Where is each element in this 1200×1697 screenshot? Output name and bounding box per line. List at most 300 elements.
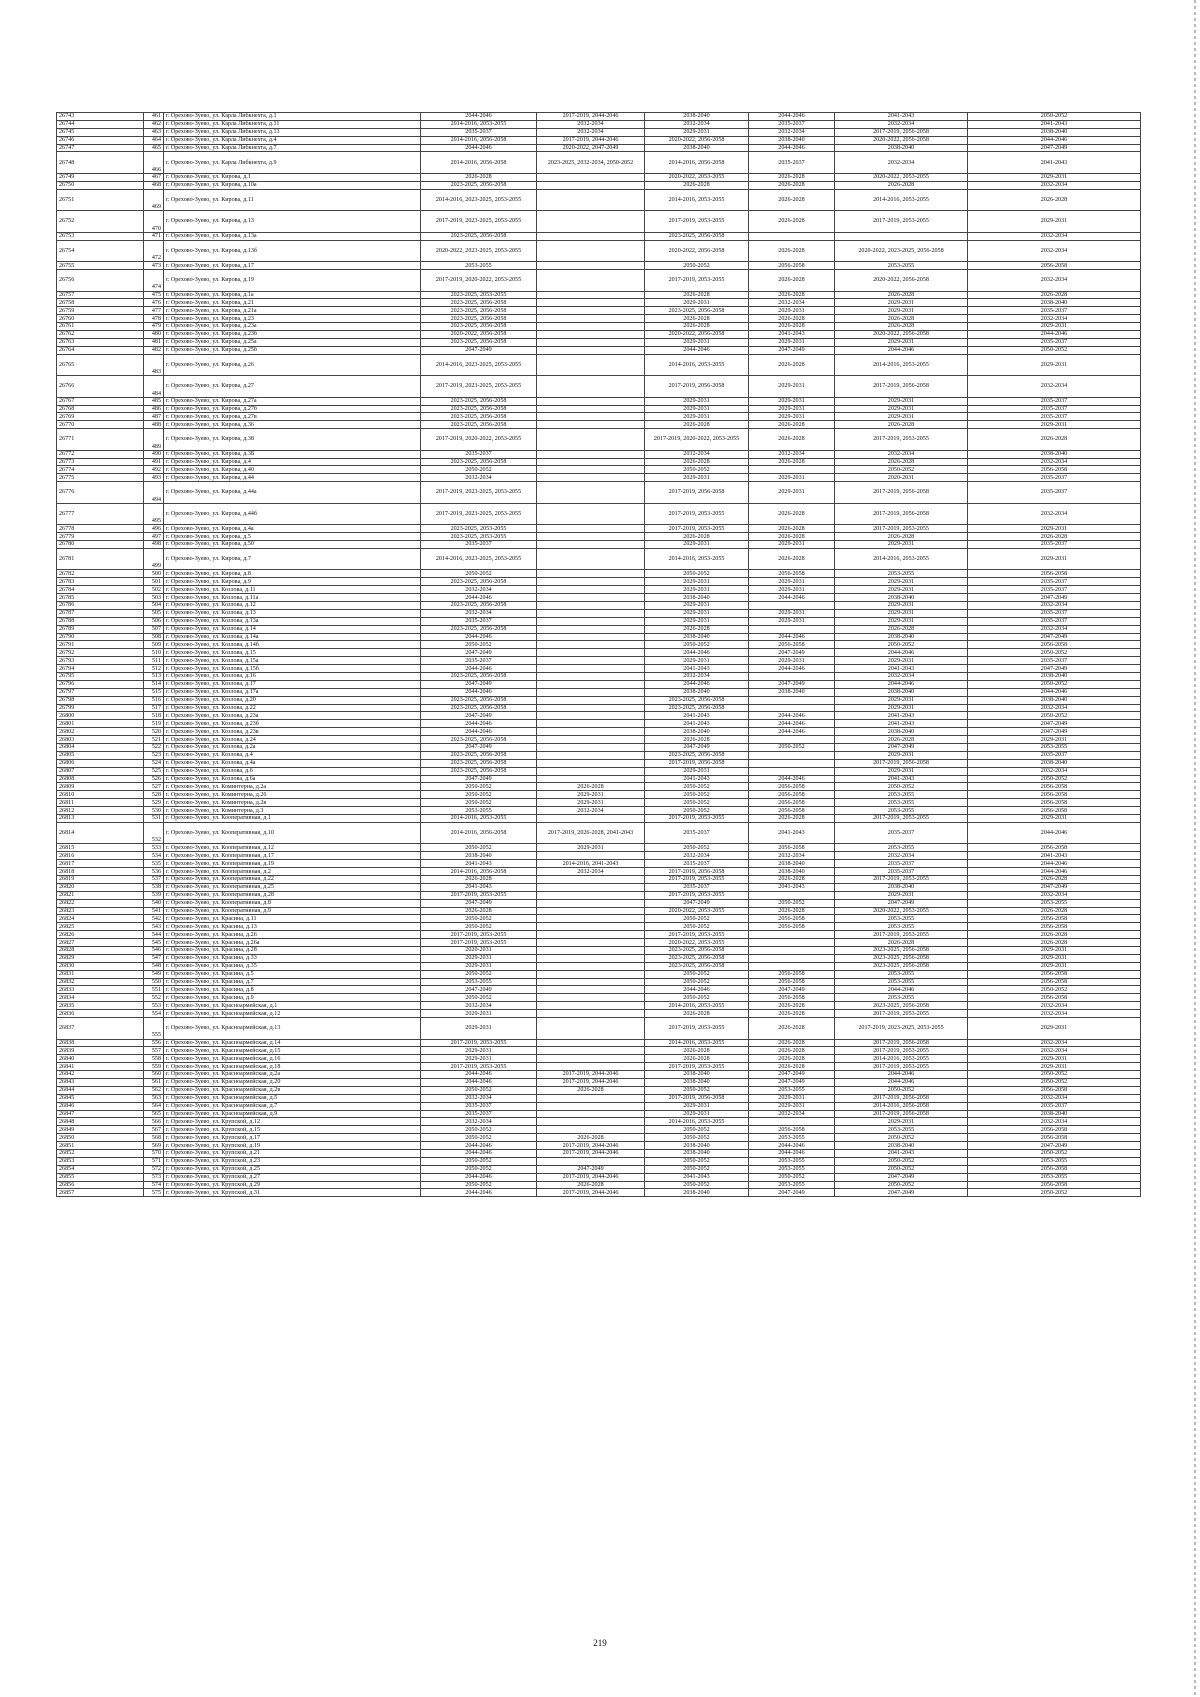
cell-period-4 bbox=[749, 931, 835, 939]
cell-row-number: 571 bbox=[144, 1157, 164, 1165]
cell-record-id: 26786 bbox=[57, 602, 144, 610]
cell-address: г. Орехово-Зуево, ул. Кирова, д.5 bbox=[164, 533, 421, 541]
cell-period-3: 2023-2025, 2056-2058 bbox=[645, 962, 749, 970]
cell-period-2 bbox=[537, 986, 645, 994]
cell-period-1: 2014-2016, 2053-2055 bbox=[421, 815, 537, 823]
table-row bbox=[57, 1150, 1141, 1158]
table-row bbox=[57, 947, 1141, 955]
cell-period-5: 2053-2055 bbox=[835, 978, 968, 986]
cell-period-6: 2044-2046 bbox=[968, 136, 1141, 144]
table-row bbox=[57, 759, 1141, 767]
cell-record-id: 26800 bbox=[57, 712, 144, 720]
cell-period-2 bbox=[537, 429, 645, 451]
cell-period-6: 2026-2028 bbox=[968, 876, 1141, 884]
cell-record-id: 26840 bbox=[57, 1055, 144, 1063]
cell-period-4: 2044-2046 bbox=[749, 1150, 835, 1158]
cell-address: г. Орехово-Зуево, ул. Кирова, д.13а bbox=[164, 232, 421, 240]
cell-period-1: 2047-2049 bbox=[421, 775, 537, 783]
cell-period-2 bbox=[537, 954, 645, 962]
cell-record-id: 26754 bbox=[57, 240, 144, 262]
cell-period-5: 2029-2031 bbox=[835, 1118, 968, 1126]
cell-period-3: 2044-2046 bbox=[645, 986, 749, 994]
cell-period-2 bbox=[537, 931, 645, 939]
cell-row-number: 526 bbox=[144, 775, 164, 783]
cell-period-1: 2050-2052 bbox=[421, 1086, 537, 1094]
cell-period-3: 2041-2043 bbox=[645, 665, 749, 673]
cell-period-6: 2032-2034 bbox=[968, 1047, 1141, 1055]
cell-period-5: 2014-2016, 2053-2055 bbox=[835, 354, 968, 376]
table-row bbox=[57, 570, 1141, 578]
cell-period-4: 2035-2037 bbox=[749, 120, 835, 128]
cell-period-3: 2014-2016, 2053-2055 bbox=[645, 548, 749, 570]
cell-address: г. Орехово-Зуево, ул. Кооперативная, д.8 bbox=[164, 899, 421, 907]
cell-period-5: 2026-2028 bbox=[835, 291, 968, 299]
cell-period-3: 2020-2022, 2053-2055 bbox=[645, 173, 749, 181]
cell-period-3: 2050-2052 bbox=[645, 844, 749, 852]
cell-period-5: 2053-2055 bbox=[835, 799, 968, 807]
cell-period-5: 2047-2049 bbox=[835, 1189, 968, 1197]
cell-address: г. Орехово-Зуево, ул. Козлова, д.6 bbox=[164, 767, 421, 775]
cell-period-2 bbox=[537, 533, 645, 541]
cell-record-id: 26838 bbox=[57, 1039, 144, 1047]
table-row bbox=[57, 1110, 1141, 1118]
cell-period-3: 2050-2052 bbox=[645, 915, 749, 923]
cell-period-5: 2050-2052 bbox=[835, 641, 968, 649]
table-row bbox=[57, 602, 1141, 610]
cell-row-number: 554 bbox=[144, 1010, 164, 1018]
cell-row-number: 543 bbox=[144, 923, 164, 931]
table-row bbox=[57, 728, 1141, 736]
cell-period-4: 2053-2055 bbox=[749, 1086, 835, 1094]
cell-record-id: 26785 bbox=[57, 594, 144, 602]
cell-address: г. Орехово-Зуево, ул. Кирова, д.27б bbox=[164, 405, 421, 413]
cell-record-id: 26762 bbox=[57, 330, 144, 338]
cell-period-6: 2056-2058 bbox=[968, 807, 1141, 815]
cell-period-1: 2050-2052 bbox=[421, 1126, 537, 1134]
cell-period-3: 2050-2052 bbox=[645, 978, 749, 986]
cell-period-2: 2017-2019, 2044-2046 bbox=[537, 113, 645, 121]
table-row bbox=[57, 299, 1141, 307]
cell-period-2 bbox=[537, 696, 645, 704]
cell-period-5: 2017-2019, 2056-2058 bbox=[835, 1094, 968, 1102]
cell-row-number: 481 bbox=[144, 338, 164, 346]
cell-period-6: 2056-2058 bbox=[968, 641, 1141, 649]
cell-period-4 bbox=[749, 696, 835, 704]
cell-address: г. Орехово-Зуево, ул. Кирова, д.23а bbox=[164, 323, 421, 331]
table-row bbox=[57, 978, 1141, 986]
cell-period-1: 2050-2052 bbox=[421, 970, 537, 978]
cell-period-2 bbox=[537, 736, 645, 744]
cell-row-number: 525 bbox=[144, 767, 164, 775]
cell-period-4: 2056-2058 bbox=[749, 844, 835, 852]
table-row bbox=[57, 807, 1141, 815]
cell-period-3: 2017-2019, 2053-2055 bbox=[645, 1018, 749, 1040]
cell-period-4: 2029-2031 bbox=[749, 397, 835, 405]
cell-period-3: 2029-2031 bbox=[645, 128, 749, 136]
cell-address: г. Орехово-Зуево, ул. Красноармейская, д.13 bbox=[164, 1018, 421, 1040]
cell-address: г. Орехово-Зуево, ул. Козлова, д.20 bbox=[164, 696, 421, 704]
cell-period-2 bbox=[537, 617, 645, 625]
cell-period-4 bbox=[749, 939, 835, 947]
cell-address: г. Орехово-Зуево, ул. Козлова, д.15а bbox=[164, 657, 421, 665]
cell-record-id: 26799 bbox=[57, 704, 144, 712]
cell-address: г. Орехово-Зуево, ул. Кирова, д.27 bbox=[164, 376, 421, 398]
cell-period-5: 2014-2016, 2053-2055 bbox=[835, 548, 968, 570]
cell-row-number: 532 bbox=[144, 822, 164, 844]
cell-period-4: 2026-2028 bbox=[749, 429, 835, 451]
cell-address: г. Орехово-Зуево, ул. Кирова, д.8 bbox=[164, 570, 421, 578]
cell-period-6: 2026-2028 bbox=[968, 291, 1141, 299]
cell-period-2 bbox=[537, 712, 645, 720]
table-row bbox=[57, 799, 1141, 807]
cell-record-id: 26788 bbox=[57, 617, 144, 625]
cell-period-1: 2023-2025, 2053-2055 bbox=[421, 525, 537, 533]
cell-row-number: 507 bbox=[144, 625, 164, 633]
cell-period-4: 2056-2058 bbox=[749, 994, 835, 1002]
cell-record-id: 26789 bbox=[57, 625, 144, 633]
cell-period-1: 2017-2019, 2023-2025, 2053-2055 bbox=[421, 482, 537, 504]
cell-period-1: 2050-2052 bbox=[421, 1134, 537, 1142]
cell-address: г. Орехово-Зуево, ул. Кирова, д.10а bbox=[164, 181, 421, 189]
cell-period-5: 2050-2052 bbox=[835, 1086, 968, 1094]
cell-period-4: 2056-2058 bbox=[749, 923, 835, 931]
cell-period-5: 2020-2031 bbox=[835, 474, 968, 482]
cell-period-6: 2047-2049 bbox=[968, 144, 1141, 152]
cell-row-number: 511 bbox=[144, 657, 164, 665]
cell-period-2 bbox=[537, 323, 645, 331]
cell-period-4: 2056-2058 bbox=[749, 1126, 835, 1134]
cell-period-6: 2026-2028 bbox=[968, 907, 1141, 915]
cell-record-id: 26793 bbox=[57, 657, 144, 665]
cell-period-3: 2050-2052 bbox=[645, 791, 749, 799]
cell-period-6: 2056-2058 bbox=[968, 466, 1141, 474]
cell-record-id: 26816 bbox=[57, 852, 144, 860]
cell-period-1: 2035-2037 bbox=[421, 128, 537, 136]
table-row bbox=[57, 915, 1141, 923]
cell-period-5: 2038-2040 bbox=[835, 594, 968, 602]
cell-row-number: 534 bbox=[144, 852, 164, 860]
cell-row-number: 523 bbox=[144, 751, 164, 759]
cell-period-1: 2044-2046 bbox=[421, 688, 537, 696]
cell-address: г. Орехово-Зуево, ул. Кооперативная, д.22 bbox=[164, 876, 421, 884]
cell-row-number: 542 bbox=[144, 915, 164, 923]
cell-period-1: 2017-2019, 2053-2055 bbox=[421, 891, 537, 899]
cell-period-1: 2014-2016, 2053-2055 bbox=[421, 120, 537, 128]
cell-record-id: 26857 bbox=[57, 1189, 144, 1197]
cell-period-2 bbox=[537, 211, 645, 233]
table-row bbox=[57, 767, 1141, 775]
cell-record-id: 26744 bbox=[57, 120, 144, 128]
cell-period-4: 2026-2028 bbox=[749, 211, 835, 233]
cell-record-id: 26830 bbox=[57, 962, 144, 970]
cell-period-5: 2026-2028 bbox=[835, 939, 968, 947]
cell-period-5: 2029-2031 bbox=[835, 751, 968, 759]
cell-period-4: 2044-2046 bbox=[749, 594, 835, 602]
cell-period-3: 2047-2049 bbox=[645, 744, 749, 752]
cell-period-4: 2032-2034 bbox=[749, 128, 835, 136]
cell-period-2 bbox=[537, 1094, 645, 1102]
cell-period-2 bbox=[537, 759, 645, 767]
cell-period-2 bbox=[537, 181, 645, 189]
cell-record-id: 26812 bbox=[57, 807, 144, 815]
cell-period-1: 2050-2052 bbox=[421, 570, 537, 578]
table-row bbox=[57, 330, 1141, 338]
table-row bbox=[57, 844, 1141, 852]
cell-period-6: 2035-2037 bbox=[968, 474, 1141, 482]
cell-period-6: 2044-2046 bbox=[968, 868, 1141, 876]
cell-record-id: 26761 bbox=[57, 323, 144, 331]
table-row bbox=[57, 240, 1141, 262]
cell-address: г. Орехово-Зуево, ул. Кооперативная, д.2 bbox=[164, 868, 421, 876]
cell-address: г. Орехово-Зуево, ул. Кирова, д.21 bbox=[164, 299, 421, 307]
cell-period-2 bbox=[537, 704, 645, 712]
cell-period-3: 2017-2019, 2053-2055 bbox=[645, 211, 749, 233]
cell-record-id: 26743 bbox=[57, 113, 144, 121]
cell-row-number: 547 bbox=[144, 954, 164, 962]
cell-period-4: 2029-2031 bbox=[749, 541, 835, 549]
cell-period-6: 2032-2034 bbox=[968, 1002, 1141, 1010]
cell-period-5: 2029-2031 bbox=[835, 696, 968, 704]
cell-period-3: 2050-2052 bbox=[645, 783, 749, 791]
cell-row-number: 501 bbox=[144, 578, 164, 586]
cell-period-4 bbox=[749, 466, 835, 474]
table-row bbox=[57, 657, 1141, 665]
table-row bbox=[57, 232, 1141, 240]
cell-record-id: 26821 bbox=[57, 891, 144, 899]
cell-period-6: 2026-2028 bbox=[968, 931, 1141, 939]
table-row bbox=[57, 876, 1141, 884]
cell-period-1: 2044-2046 bbox=[421, 665, 537, 673]
cell-period-6: 2032-2034 bbox=[968, 767, 1141, 775]
cell-period-6: 2041-2043 bbox=[968, 120, 1141, 128]
cell-row-number: 517 bbox=[144, 704, 164, 712]
cell-period-1: 2050-2052 bbox=[421, 466, 537, 474]
cell-period-6: 2035-2037 bbox=[968, 586, 1141, 594]
cell-period-4: 2041-2043 bbox=[749, 330, 835, 338]
cell-period-6: 2050-2052 bbox=[968, 1071, 1141, 1079]
cell-address: г. Орехово-Зуево, ул. Козлова, д.23в bbox=[164, 728, 421, 736]
cell-period-6: 2044-2046 bbox=[968, 330, 1141, 338]
cell-period-1: 2026-2028 bbox=[421, 876, 537, 884]
cell-period-4: 2053-2055 bbox=[749, 1157, 835, 1165]
cell-period-1: 2023-2025, 2056-2058 bbox=[421, 421, 537, 429]
cell-period-3: 2026-2028 bbox=[645, 1055, 749, 1063]
cell-period-1: 2023-2025, 2056-2058 bbox=[421, 413, 537, 421]
cell-address: г. Орехово-Зуево, ул. Красноармейская, д.5 bbox=[164, 1094, 421, 1102]
cell-row-number: 516 bbox=[144, 696, 164, 704]
table-row bbox=[57, 891, 1141, 899]
cell-period-6: 2032-2034 bbox=[968, 704, 1141, 712]
cell-address: г. Орехово-Зуево, ул. Козлова, д.24 bbox=[164, 736, 421, 744]
cell-period-6: 2050-2052 bbox=[968, 775, 1141, 783]
cell-period-3: 2026-2028 bbox=[645, 181, 749, 189]
cell-period-5: 2023-2025, 2056-2058 bbox=[835, 947, 968, 955]
cell-address: г. Орехово-Зуево, ул. Кирова, д.50 bbox=[164, 541, 421, 549]
cell-period-2 bbox=[537, 1063, 645, 1071]
cell-address: г. Орехово-Зуево, ул. Кирова, д.25б bbox=[164, 346, 421, 354]
cell-period-3: 2038-2040 bbox=[645, 144, 749, 152]
table-row bbox=[57, 625, 1141, 633]
cell-row-number: 502 bbox=[144, 586, 164, 594]
cell-period-1: 2044-2046 bbox=[421, 1150, 537, 1158]
cell-period-2 bbox=[537, 899, 645, 907]
cell-period-5: 2029-2031 bbox=[835, 299, 968, 307]
cell-period-2: 2017-2019, 2026-2028, 2041-2043 bbox=[537, 822, 645, 844]
cell-period-1: 2023-2025, 2056-2058 bbox=[421, 323, 537, 331]
cell-address: г. Орехово-Зуево, ул. Кирова, д.17 bbox=[164, 262, 421, 270]
cell-period-1: 2047-2049 bbox=[421, 346, 537, 354]
table-row bbox=[57, 1157, 1141, 1165]
cell-period-2 bbox=[537, 503, 645, 525]
cell-period-2 bbox=[537, 1126, 645, 1134]
cell-record-id: 26819 bbox=[57, 876, 144, 884]
cell-address: г. Орехово-Зуево, ул. Козлова, д.4а bbox=[164, 759, 421, 767]
cell-period-4: 2029-2031 bbox=[749, 1102, 835, 1110]
cell-address: г. Орехово-Зуево, ул. Крупской, д.31 bbox=[164, 1189, 421, 1197]
cell-period-6: 2032-2034 bbox=[968, 181, 1141, 189]
table-body bbox=[57, 113, 1141, 1197]
cell-address: г. Орехово-Зуево, ул. Козлова, д.11а bbox=[164, 594, 421, 602]
cell-address: г. Орехово-Зуево, ул. Красноармейская, д.9 bbox=[164, 1110, 421, 1118]
cell-period-1: 2014-2016, 2023-2025, 2053-2055 bbox=[421, 189, 537, 211]
cell-record-id: 26852 bbox=[57, 1150, 144, 1158]
cell-address: г. Орехово-Зуево, ул. Козлова, д.23а bbox=[164, 712, 421, 720]
cell-period-3: 2026-2028 bbox=[645, 1010, 749, 1018]
cell-period-1: 2053-2055 bbox=[421, 978, 537, 986]
cell-record-id: 26806 bbox=[57, 759, 144, 767]
cell-row-number: 564 bbox=[144, 1102, 164, 1110]
cell-period-5: 2029-2031 bbox=[835, 617, 968, 625]
cell-period-5: 2017-2019, 2053-2055 bbox=[835, 211, 968, 233]
cell-period-3: 2032-2034 bbox=[645, 673, 749, 681]
cell-address: г. Орехово-Зуево, ул. Красина, д.9 bbox=[164, 994, 421, 1002]
cell-period-4: 2029-2031 bbox=[749, 657, 835, 665]
cell-period-2 bbox=[537, 405, 645, 413]
cell-period-4 bbox=[749, 947, 835, 955]
cell-period-1: 2023-2025, 2056-2058 bbox=[421, 338, 537, 346]
cell-period-1: 2032-2034 bbox=[421, 1118, 537, 1126]
cell-period-4: 2032-2034 bbox=[749, 1110, 835, 1118]
cell-period-6: 2038-2040 bbox=[968, 299, 1141, 307]
cell-address: г. Орехово-Зуево, ул. Козлова, д.14б bbox=[164, 641, 421, 649]
cell-period-6: 2056-2058 bbox=[968, 923, 1141, 931]
table-row bbox=[57, 346, 1141, 354]
cell-row-number: 556 bbox=[144, 1039, 164, 1047]
cell-period-4: 2026-2028 bbox=[749, 323, 835, 331]
cell-period-5: 2035-2037 bbox=[835, 868, 968, 876]
cell-record-id: 26794 bbox=[57, 665, 144, 673]
cell-period-5: 2044-2046 bbox=[835, 1071, 968, 1079]
cell-record-id: 26805 bbox=[57, 751, 144, 759]
cell-period-4: 2044-2046 bbox=[749, 1142, 835, 1150]
cell-period-1: 2014-2016, 2023-2025, 2053-2055 bbox=[421, 548, 537, 570]
cell-record-id: 26826 bbox=[57, 931, 144, 939]
cell-row-number: 480 bbox=[144, 330, 164, 338]
cell-period-3: 2032-2034 bbox=[645, 852, 749, 860]
cell-period-1: 2023-2025, 2053-2055 bbox=[421, 291, 537, 299]
cell-period-1: 2029-2031 bbox=[421, 1010, 537, 1018]
cell-period-3: 2038-2040 bbox=[645, 1142, 749, 1150]
cell-record-id: 26795 bbox=[57, 673, 144, 681]
cell-record-id: 26775 bbox=[57, 474, 144, 482]
cell-address: г. Орехово-Зуево, ул. Коминтерна, д.2а bbox=[164, 783, 421, 791]
cell-period-1: 2020-2022, 2023-2025, 2053-2055 bbox=[421, 240, 537, 262]
cell-period-4: 2038-2040 bbox=[749, 868, 835, 876]
cell-row-number: 479 bbox=[144, 323, 164, 331]
cell-period-5: 2026-2028 bbox=[835, 458, 968, 466]
cell-period-3: 2017-2019, 2053-2055 bbox=[645, 525, 749, 533]
cell-record-id: 26778 bbox=[57, 525, 144, 533]
cell-row-number: 545 bbox=[144, 939, 164, 947]
cell-period-6: 2047-2049 bbox=[968, 728, 1141, 736]
cell-period-2 bbox=[537, 923, 645, 931]
cell-period-4: 2029-2031 bbox=[749, 482, 835, 504]
cell-record-id: 26833 bbox=[57, 986, 144, 994]
cell-row-number: 467 bbox=[144, 173, 164, 181]
cell-period-6: 2035-2037 bbox=[968, 307, 1141, 315]
cell-row-number: 475 bbox=[144, 291, 164, 299]
page-number: 219 bbox=[593, 1638, 607, 1648]
cell-period-5: 2041-2043 bbox=[835, 665, 968, 673]
cell-period-3: 2029-2031 bbox=[645, 609, 749, 617]
cell-address: г. Орехово-Зуево, ул. Кирова, д.1а bbox=[164, 291, 421, 299]
cell-period-3: 2050-2052 bbox=[645, 1157, 749, 1165]
cell-record-id: 26850 bbox=[57, 1134, 144, 1142]
cell-period-1: 2050-2052 bbox=[421, 923, 537, 931]
cell-period-3: 2017-2019, 2056-2058 bbox=[645, 759, 749, 767]
cell-period-1: 2050-2052 bbox=[421, 844, 537, 852]
cell-period-1: 2032-2034 bbox=[421, 609, 537, 617]
cell-address: г. Орехово-Зуево, ул. Кирова, д.7 bbox=[164, 548, 421, 570]
cell-period-6: 2056-2058 bbox=[968, 1181, 1141, 1189]
cell-period-1: 2047-2049 bbox=[421, 712, 537, 720]
cell-period-1: 2029-2031 bbox=[421, 954, 537, 962]
cell-period-3: 2026-2028 bbox=[645, 736, 749, 744]
table-row bbox=[57, 617, 1141, 625]
cell-period-3: 2050-2052 bbox=[645, 466, 749, 474]
cell-period-1: 2023-2025, 2056-2058 bbox=[421, 704, 537, 712]
table-row bbox=[57, 1094, 1141, 1102]
cell-period-6: 2047-2049 bbox=[968, 1142, 1141, 1150]
cell-period-2 bbox=[537, 609, 645, 617]
table-row bbox=[57, 970, 1141, 978]
cell-period-5: 2017-2019, 2056-2058 bbox=[835, 759, 968, 767]
cell-address: г. Орехово-Зуево, ул. Красина, д.35 bbox=[164, 962, 421, 970]
cell-period-4: 2032-2034 bbox=[749, 852, 835, 860]
cell-period-4 bbox=[749, 891, 835, 899]
table-row bbox=[57, 680, 1141, 688]
table-row bbox=[57, 649, 1141, 657]
cell-address: г. Орехово-Зуево, ул. Козлова, д.16 bbox=[164, 673, 421, 681]
cell-period-6: 2056-2058 bbox=[968, 1126, 1141, 1134]
cell-period-4: 2047-2049 bbox=[749, 649, 835, 657]
cell-period-3: 2041-2043 bbox=[645, 775, 749, 783]
cell-period-1: 2044-2046 bbox=[421, 1189, 537, 1197]
cell-period-2: 2029-2031 bbox=[537, 791, 645, 799]
cell-address: г. Орехово-Зуево, ул. Кирова, д.4а bbox=[164, 525, 421, 533]
cell-period-4: 2035-2037 bbox=[749, 152, 835, 174]
cell-period-6: 2053-2055 bbox=[968, 899, 1141, 907]
table-row bbox=[57, 1018, 1141, 1040]
cell-address: г. Орехово-Зуево, ул. Красноармейская, д.2а bbox=[164, 1071, 421, 1079]
cell-record-id: 26809 bbox=[57, 783, 144, 791]
cell-record-id: 26823 bbox=[57, 907, 144, 915]
cell-address: г. Орехово-Зуево, ул. Козлова, д.13 bbox=[164, 609, 421, 617]
cell-record-id: 26848 bbox=[57, 1118, 144, 1126]
cell-period-5: 2053-2055 bbox=[835, 807, 968, 815]
cell-period-4: 2056-2058 bbox=[749, 970, 835, 978]
cell-period-4: 2029-2031 bbox=[749, 338, 835, 346]
